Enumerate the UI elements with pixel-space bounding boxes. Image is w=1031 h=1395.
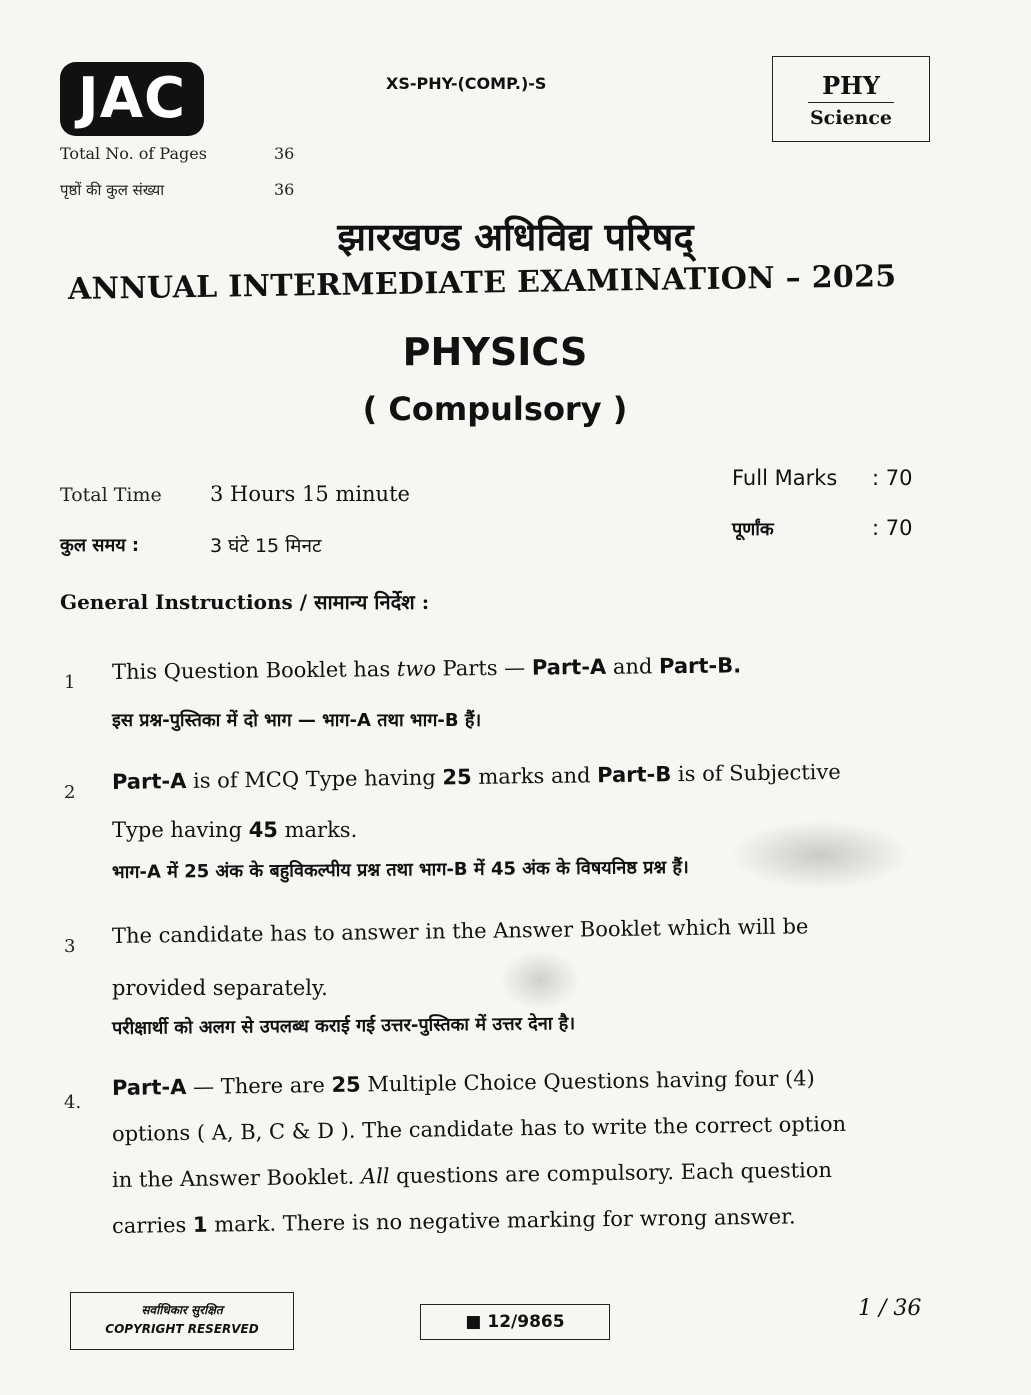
copyright-en: COPYRIGHT RESERVED	[105, 1322, 259, 1336]
stream: Science	[809, 107, 893, 129]
copyright-hi: सर्वाधिकार सुरक्षित	[141, 1303, 223, 1317]
instruction-text-en: Part-A — There are 25 Multiple Choice Questions having four (4)	[111, 1066, 815, 1100]
full-marks-en	[732, 466, 913, 490]
exam-title: ANNUAL INTERMEDIATE EXAMINATION – 2025	[67, 258, 897, 307]
paper-code: XS-PHY-(COMP.)-S	[386, 74, 547, 93]
total-pages-value-hi: 36	[274, 180, 295, 199]
instruction-text-en: This Question Booklet has two Parts — Part-A and Part-B.	[111, 653, 742, 684]
instruction-text-en-2: options ( A, B, C & D ). The candidate has to write the correct option	[111, 1111, 847, 1146]
instruction-number: 1	[64, 672, 76, 693]
total-time-value-hi: 3 घंटे 15 मिनट	[210, 535, 322, 557]
instruction-text-hi: इस प्रश्न-पुस्तिका में दो भाग — भाग-A तथा भाग-B हैं।	[112, 710, 482, 731]
scan-smudge	[730, 820, 910, 890]
total-time-label-hi: कुल समय :	[60, 535, 140, 556]
total-pages-en	[60, 144, 295, 163]
total-time-hi	[60, 532, 322, 557]
total-time-value-en: 3 Hours 15 minute	[210, 482, 410, 506]
total-pages-hi	[60, 180, 295, 200]
subject-code-box	[772, 56, 930, 142]
full-marks-label-hi: पूर्णांक	[732, 519, 774, 540]
instruction-text-en-4: carries 1 mark. There is no negative marking for wrong answer.	[111, 1204, 796, 1238]
instruction-number: 2	[64, 782, 76, 803]
total-pages-value-en: 36	[274, 144, 295, 163]
subject-title: PHYSICS	[402, 330, 588, 374]
instruction-text-en-3: in the Answer Booklet. All questions are compulsory. Each question	[111, 1157, 833, 1192]
instruction-text-en-2: Type having 45 marks.	[112, 818, 358, 842]
full-marks-label-en: Full Marks	[732, 466, 838, 490]
booklet-code: ■ 12/9865	[420, 1304, 610, 1340]
full-marks-value-en: : 70	[872, 466, 913, 490]
instruction-text-en: The candidate has to answer in the Answer Booklet which will be	[111, 914, 809, 948]
instruction-text-hi: परीक्षार्थी को अलग से उपलब्ध कराई गई उत्तर-पुस्तिका में उत्तर देना है।	[111, 1013, 576, 1039]
instructions-heading: General Instructions / सामान्य निर्देश :	[60, 590, 430, 614]
instruction-number: 4.	[64, 1092, 82, 1113]
instruction-text-en-2: provided separately.	[112, 976, 328, 1000]
page-number: 1 / 36	[858, 1296, 922, 1321]
board-name-hindi: झारखण्ड अधिविद्य परिषद्	[337, 215, 694, 259]
total-time-en	[60, 482, 410, 506]
scan-smudge	[500, 950, 580, 1010]
instruction-number: 3	[64, 936, 76, 957]
instruction-text-en: Part-A is of MCQ Type having 25 marks and Part-B is of Subjective	[111, 759, 841, 794]
full-marks-hi	[732, 516, 913, 541]
total-pages-label-hi: पृष्ठों की कुल संख्या	[60, 181, 165, 199]
paper-type: ( Compulsory )	[362, 390, 628, 428]
subject-code: PHY	[808, 71, 894, 103]
jac-logo: JAC	[60, 62, 204, 136]
full-marks-value-hi: : 70	[872, 516, 913, 540]
total-pages-label-en: Total No. of Pages	[60, 144, 207, 163]
total-time-label-en: Total Time	[60, 484, 162, 506]
instruction-text-hi: भाग-A में 25 अंक के बहुविकल्पीय प्रश्न तथा भाग-B में 45 अंक के विषयनिष्ठ प्रश्न हैं।	[111, 856, 689, 883]
copyright-box	[70, 1292, 294, 1350]
